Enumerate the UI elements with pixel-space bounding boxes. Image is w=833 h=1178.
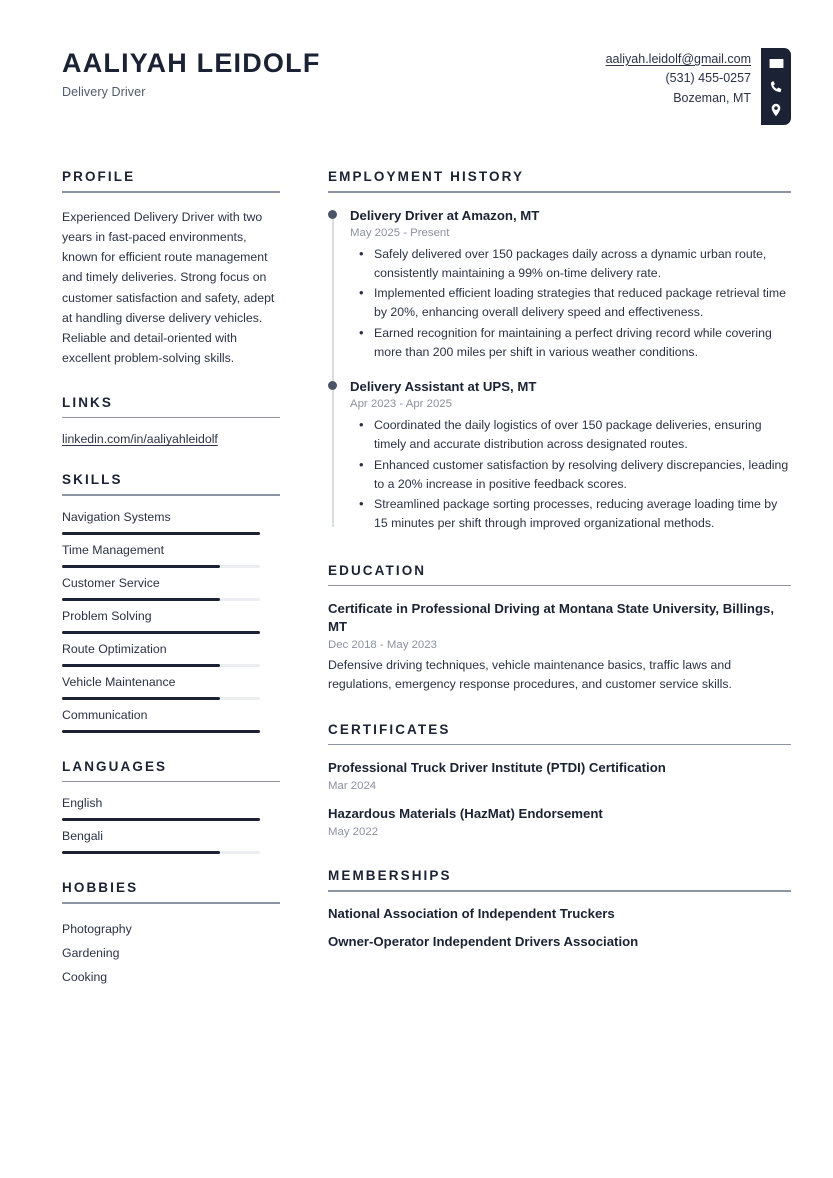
language-item xyxy=(62,796,280,821)
certificate-entry xyxy=(328,805,791,838)
section-memberships xyxy=(328,868,791,949)
contact-email[interactable]: aaliyah.leidolf@gmail.com xyxy=(605,52,751,66)
language-label: English xyxy=(62,796,103,811)
education-date: Dec 2018 - May 2023 xyxy=(328,638,437,651)
main-column xyxy=(328,169,791,1016)
certificate-title: Professional Truck Driver Institute (PTDI) Certification xyxy=(328,760,666,776)
skill-item xyxy=(62,675,280,700)
header-identity xyxy=(0,48,321,99)
skill-item xyxy=(62,642,280,667)
section-divider xyxy=(62,191,280,193)
employment-entry xyxy=(350,207,791,362)
employment-bullets xyxy=(350,416,791,532)
employment-title: Delivery Driver at Amazon, MT xyxy=(350,207,540,223)
employment-entry xyxy=(350,378,791,533)
section-title-languages: LANGUAGES xyxy=(62,758,168,774)
section-languages xyxy=(62,759,280,855)
bullet-item: • Streamlined package sorting processes, reducing average loading time by 15 minutes per shift through improved organizational methods. xyxy=(372,495,791,533)
skill-bar-fill xyxy=(62,565,220,568)
section-divider xyxy=(328,744,791,746)
skill-bar-fill xyxy=(62,664,220,667)
employment-date: Apr 2023 - Apr 2025 xyxy=(350,398,452,411)
section-certificates xyxy=(328,722,791,838)
skill-bar-track xyxy=(62,730,260,733)
skill-bar-track xyxy=(62,532,260,535)
employment-bullets xyxy=(350,245,791,361)
language-bar-track xyxy=(62,818,260,821)
section-profile xyxy=(62,169,280,369)
skill-label: Route Optimization xyxy=(62,641,167,656)
skill-bar-track xyxy=(62,631,260,634)
section-links xyxy=(62,395,280,447)
skill-label: Customer Service xyxy=(62,575,160,590)
certificate-title: Hazardous Materials (HazMat) Endorsement xyxy=(328,806,603,822)
education-entry xyxy=(328,600,791,694)
skill-bar-fill xyxy=(62,697,220,700)
section-title-profile: PROFILE xyxy=(62,169,136,184)
certificate-entry xyxy=(328,759,791,792)
skill-bar-fill xyxy=(62,631,260,634)
section-divider xyxy=(328,890,791,892)
hobby-item: Cooking xyxy=(62,969,108,984)
bullet-item: • Safely delivered over 150 packages daily across a dynamic urban route, consistently maintaining a 99% on-time delivery rate. xyxy=(372,245,791,283)
employment-title: Delivery Assistant at UPS, MT xyxy=(350,378,537,394)
profile-text: Experienced Delivery Driver with two years in fast-paced environments, known for efficient route management and timely deliveries. Strong focus on customer satisfaction and safety, adept at handling diverse delivery vehicles. Reliable and detail-oriented with excellent problem-solving skills. xyxy=(62,209,275,366)
section-education xyxy=(328,563,791,694)
skill-bar-fill xyxy=(62,730,260,733)
section-divider xyxy=(62,902,280,904)
section-title-skills: SKILLS xyxy=(62,472,123,488)
skill-bar-fill xyxy=(62,598,220,601)
skill-label: Vehicle Maintenance xyxy=(62,674,176,689)
section-divider xyxy=(62,494,280,496)
section-skills xyxy=(62,472,280,733)
employment-date: May 2025 - Present xyxy=(350,227,450,240)
skill-bar-track xyxy=(62,697,260,700)
resume-header xyxy=(0,0,833,125)
bullet-item: • Implemented efficient loading strategies that reduced package retrieval time by 20%, enhancing overall delivery speed and effectiveness. xyxy=(372,284,791,322)
section-employment-history xyxy=(328,169,791,533)
contact-icon-bar xyxy=(761,48,791,125)
section-divider xyxy=(62,781,280,783)
certificate-date: May 2022 xyxy=(328,826,379,839)
language-bar-track xyxy=(62,851,260,854)
sidebar-column xyxy=(62,169,280,1016)
membership-entry: National Association of Independent Truckers xyxy=(328,905,615,921)
section-divider xyxy=(62,417,280,419)
skill-bar-track xyxy=(62,664,260,667)
section-divider xyxy=(328,191,791,193)
education-title: Certificate in Professional Driving at Montana State University, Billings, MT xyxy=(328,601,775,634)
hobby-item: Photography xyxy=(62,921,132,936)
membership-entry: Owner-Operator Independent Drivers Association xyxy=(328,933,639,949)
header-contact xyxy=(606,48,833,125)
employment-timeline xyxy=(328,207,791,533)
section-title-certificates: CERTIFICATES xyxy=(328,721,451,737)
skill-label: Communication xyxy=(62,707,148,722)
skill-label: Time Management xyxy=(62,542,165,557)
contact-details xyxy=(606,48,761,108)
link-item[interactable]: linkedin.com/in/aaliyahleidolf xyxy=(62,432,218,447)
skill-item xyxy=(62,543,280,568)
bullet-item: • Coordinated the daily logistics of over 150 package deliveries, ensuring timely and accurate distribution across designated routes. xyxy=(372,416,791,454)
section-title-hobbies: HOBBIES xyxy=(62,880,139,896)
section-divider xyxy=(328,585,791,587)
envelope-icon xyxy=(768,55,785,72)
skill-item xyxy=(62,708,280,733)
certificate-date: Mar 2024 xyxy=(328,780,377,793)
resume-body xyxy=(0,125,833,1016)
hobby-item: Gardening xyxy=(62,945,120,960)
section-hobbies xyxy=(62,880,280,989)
section-title-links: LINKS xyxy=(62,394,113,410)
location-pin-icon xyxy=(768,101,785,118)
contact-phone: (531) 455-0257 xyxy=(665,71,751,86)
section-title-employment: EMPLOYMENT HISTORY xyxy=(328,169,525,184)
page-title: AALIYAH LEIDOLF xyxy=(62,48,321,78)
skill-item xyxy=(62,609,280,634)
language-bar-fill xyxy=(62,818,260,821)
skill-label: Navigation Systems xyxy=(62,509,171,524)
skill-bar-track xyxy=(62,565,260,568)
contact-location: Bozeman, MT xyxy=(673,90,751,105)
section-title-memberships: MEMBERSHIPS xyxy=(328,868,452,884)
education-description: Defensive driving techniques, vehicle maintenance basics, traffic laws and regulations, emergency response procedures, and customer service skills. xyxy=(328,657,732,691)
skill-bar-track xyxy=(62,598,260,601)
skill-item xyxy=(62,576,280,601)
column-spacer xyxy=(280,169,328,1016)
skill-item xyxy=(62,510,280,535)
bullet-item: • Earned recognition for maintaining a perfect driving record while covering more than 200 miles per shift in various weather conditions. xyxy=(372,324,791,362)
timeline-dot-icon xyxy=(328,381,337,390)
bullet-item: • Enhanced customer satisfaction by resolving delivery discrepancies, leading to a 20% increase in positive feedback scores. xyxy=(372,456,791,494)
language-label: Bengali xyxy=(62,829,104,844)
skill-label: Problem Solving xyxy=(62,608,152,623)
phone-icon xyxy=(768,78,785,95)
section-title-education: EDUCATION xyxy=(328,562,427,578)
language-item xyxy=(62,829,280,854)
job-title-subtitle: Delivery Driver xyxy=(62,85,146,100)
timeline-dot-icon xyxy=(328,210,337,219)
language-bar-fill xyxy=(62,851,220,854)
skill-bar-fill xyxy=(62,532,260,535)
